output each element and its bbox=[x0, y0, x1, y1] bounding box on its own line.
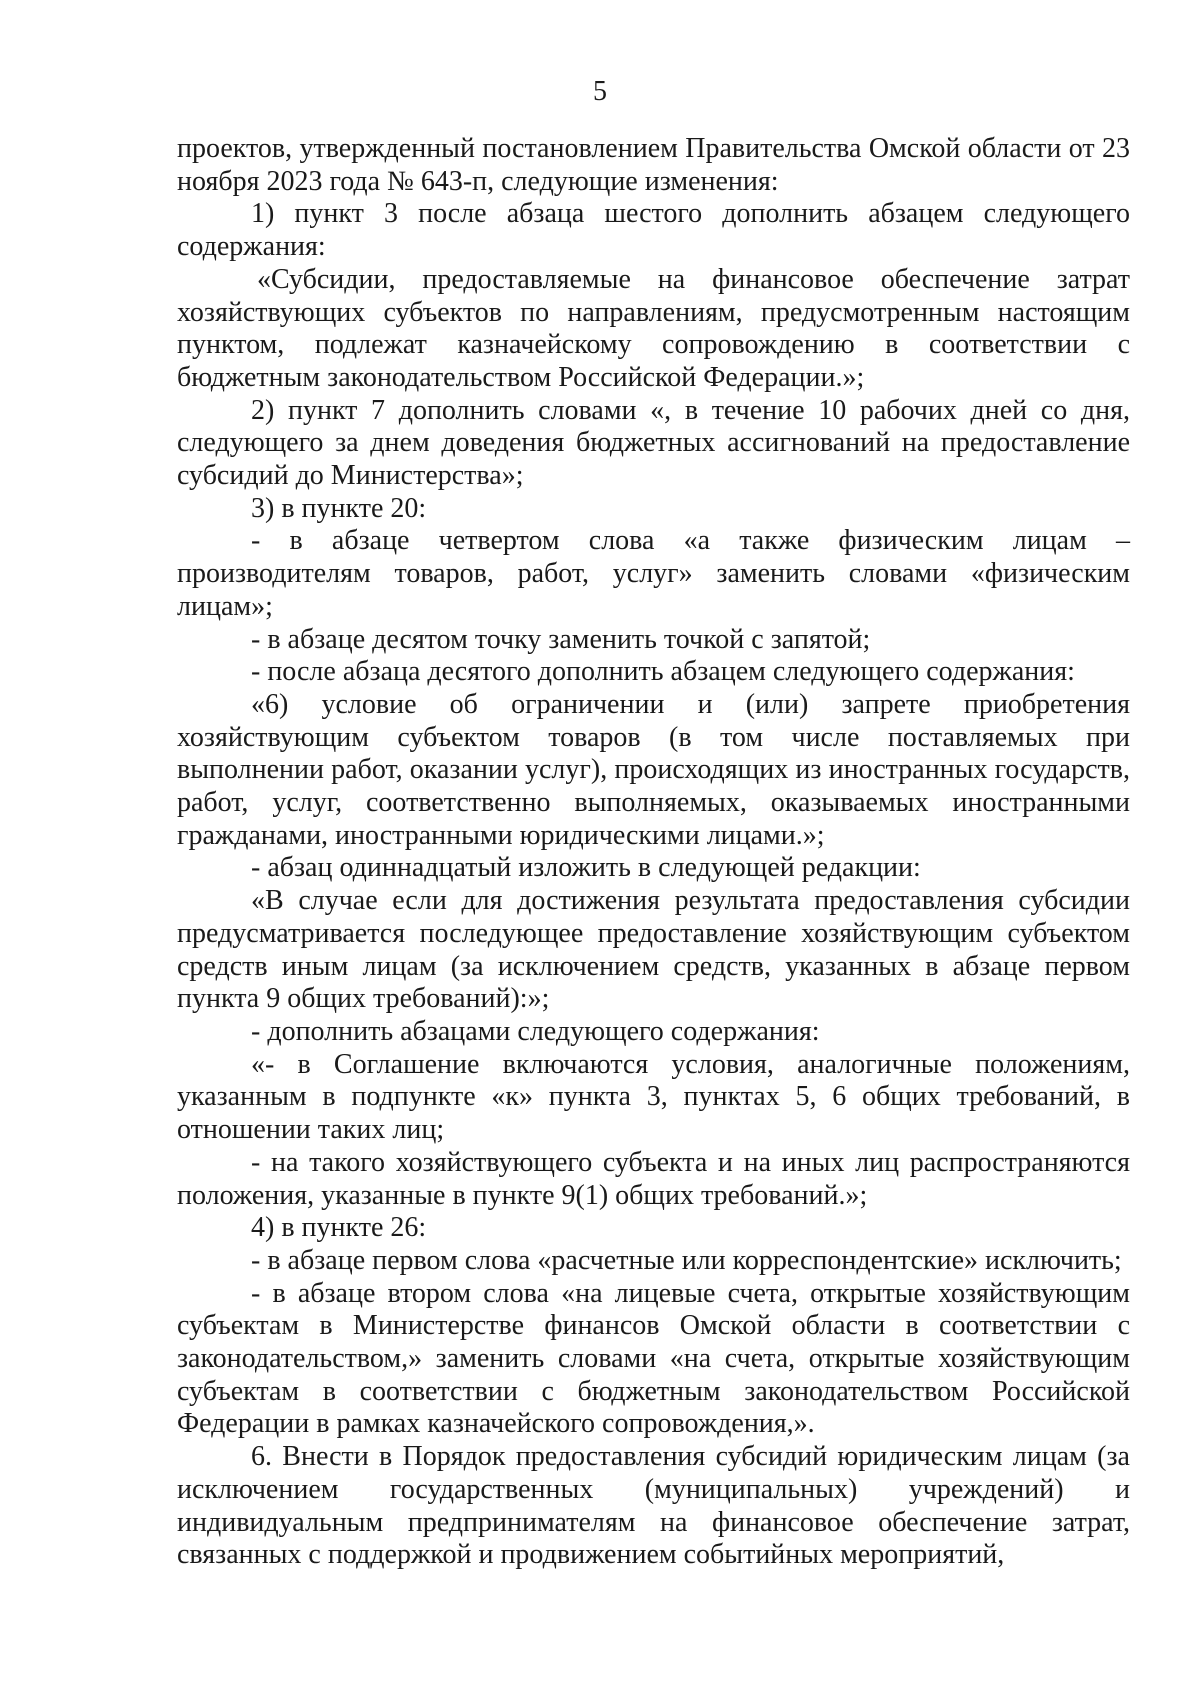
page-number: 5 bbox=[593, 76, 607, 107]
paragraph: проектов, утвержденный постановлением Правительства Омской области от 23 ноября 2023 года № 643-п, следующие изменения: bbox=[177, 133, 1130, 197]
paragraph: - дополнить абзацами следующего содержания: bbox=[251, 1015, 820, 1047]
paragraph: - в абзаце четвертом слова «а также физическим лицам – производителям товаров, работ, услуг» заменить словами «физическим лицам»; bbox=[177, 525, 1130, 622]
paragraph: - на такого хозяйствующего субъекта и на иных лиц распространяются положения, указанные в пункте 9(1) общих требований.»; bbox=[177, 1146, 1130, 1211]
paragraph: «Субсидии, предоставляемые на финансовое обеспечение затрат хозяйствующих субъектов по направлениям, предусмотренным настоящим пунктом, подлежат казначейскому сопровождению в соответствии с бюджетным законодательством Российской Федерации.»; bbox=[177, 263, 1130, 393]
paragraph: - в абзаце втором слова «на лицевые счета, открытые хозяйствующим субъектам в Министерстве финансов Омской области в соответствии с законодательством,» заменить словами «на счета, открытые хозяйствующим субъектам в соответствии с бюджетным законодательством Российской Федерации в рамках казначейского сопровождения,». bbox=[177, 1277, 1130, 1440]
paragraph: «В случае если для достижения результата предоставления субсидии предусматривается последующее предоставление хозяйствующим субъектом средств иным лицам (за исключением средств, указанных в абзаце первом пункта 9 общих требований):»; bbox=[177, 885, 1130, 1015]
paragraph: «- в Соглашение включаются условия, аналогичные положениям, указанным в подпункте «к» пункта 3, пунктах 5, 6 общих требований, в отношении таких лиц; bbox=[177, 1048, 1130, 1146]
paragraph: 2) пункт 7 дополнить словами «, в течение 10 рабочих дней со дня, следующего за днем доведения бюджетных ассигнований на предоставление субсидий до Министерства»; bbox=[177, 394, 1130, 492]
paragraph: 1) пункт 3 после абзаца шестого дополнить абзацем следующего содержания: bbox=[177, 198, 1130, 263]
paragraph: - абзац одиннадцатый изложить в следующей редакции: bbox=[251, 852, 921, 884]
paragraph: - в абзаце первом слова «расчетные или корреспондентские» исключить; bbox=[251, 1244, 1122, 1276]
paragraph: 3) в пункте 20: bbox=[251, 492, 427, 524]
paragraph: - в абзаце десятом точку заменить точкой с запятой; bbox=[251, 623, 871, 655]
paragraph: «6) условие об ограничении и (или) запрете приобретения хозяйствующим субъектом товаров (в том числе поставляемых при выполнении работ, оказании услуг), происходящих из иностранных государств, работ, услуг, соответственно выполняемых, оказываемых иностранными гражданами, иностранными юридическими лицами.»; bbox=[177, 688, 1130, 851]
paragraph: 6. Внести в Порядок предоставления субсидий юридическим лицам (за исключением государственных (муниципальных) учреждений) и индивидуальным предпринимателям на финансовое обеспечение затрат, связанных с поддержкой и продвижением событийных мероприятий, bbox=[177, 1441, 1130, 1571]
document-body bbox=[177, 133, 1130, 1572]
paragraph: 4) в пункте 26: bbox=[251, 1212, 427, 1244]
paragraph: - после абзаца десятого дополнить абзацем следующего содержания: bbox=[251, 656, 1075, 688]
